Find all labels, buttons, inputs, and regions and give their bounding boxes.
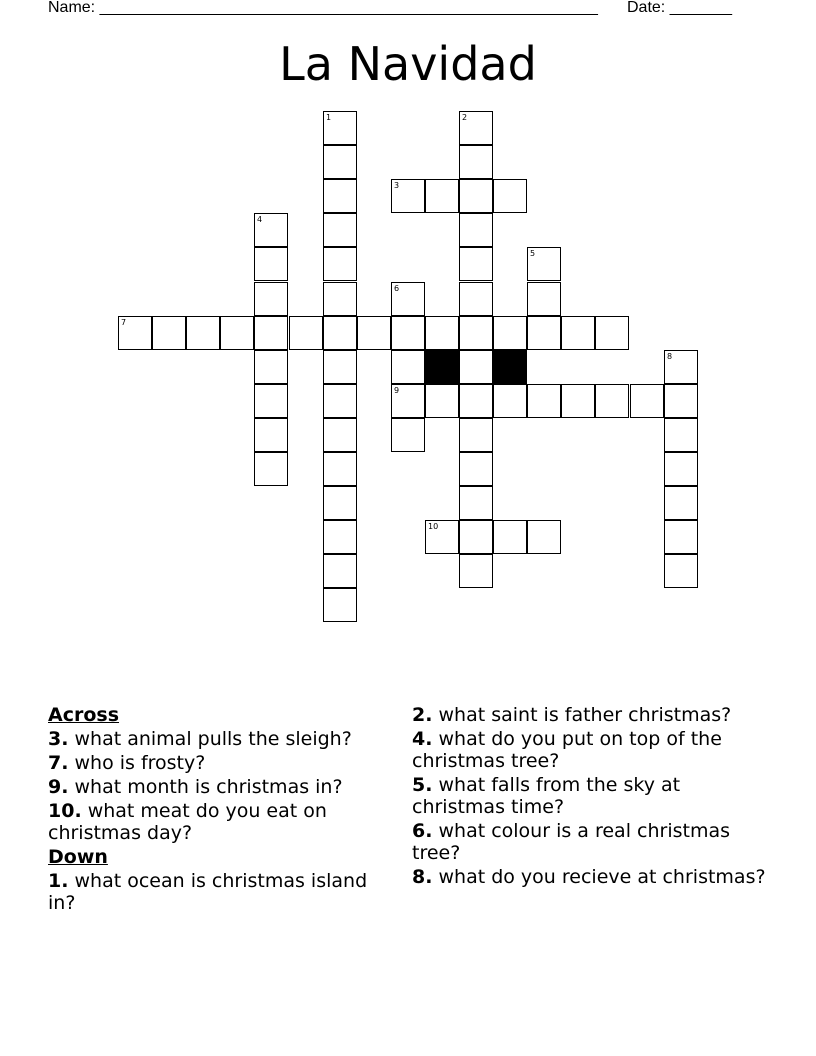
clue-number: 6 [394, 284, 400, 293]
grid-cell[interactable] [664, 554, 698, 588]
clue-down-4: 4. what do you put on top of the christmas tree? [412, 728, 722, 772]
grid-cell[interactable] [459, 213, 493, 247]
clue-number: 9 [394, 386, 400, 395]
clue-down-1: 1. what ocean is christmas island in? [48, 870, 368, 914]
grid-cell[interactable] [323, 554, 357, 588]
clues-left-column [48, 704, 398, 916]
grid-cell[interactable] [289, 316, 323, 350]
grid-cell[interactable] [186, 316, 220, 350]
grid-cell[interactable] [459, 316, 493, 350]
grid-cell[interactable] [561, 384, 595, 418]
clues-right-column [412, 704, 772, 890]
grid-cell[interactable] [323, 350, 357, 384]
clue-across-7: 7. who is frosty? [48, 752, 206, 774]
grid-cell[interactable] [323, 486, 357, 520]
grid-cell[interactable] [357, 316, 391, 350]
grid-cell[interactable] [527, 316, 561, 350]
grid-cell[interactable] [323, 384, 357, 418]
grid-cell[interactable] [323, 179, 357, 213]
grid-cell[interactable] [118, 316, 152, 350]
grid-cell[interactable] [630, 384, 664, 418]
grid-cell[interactable] [561, 316, 595, 350]
date-field-label: Date: _______ [627, 0, 732, 16]
grid-cell[interactable] [391, 316, 425, 350]
grid-cell[interactable] [527, 520, 561, 554]
grid-cell[interactable] [459, 350, 493, 384]
clue-down-8: 8. what do you recieve at christmas? [412, 866, 766, 888]
grid-cell[interactable] [459, 520, 493, 554]
grid-cell[interactable] [152, 316, 186, 350]
grid-cell[interactable] [459, 452, 493, 486]
grid-cell[interactable] [459, 384, 493, 418]
grid-cell[interactable] [323, 213, 357, 247]
grid-cell[interactable] [391, 282, 425, 316]
grid-cell[interactable] [664, 350, 698, 384]
clue-number: 1 [326, 113, 332, 122]
grid-cell[interactable] [664, 384, 698, 418]
grid-cell[interactable] [323, 111, 357, 145]
grid-cell[interactable] [425, 316, 459, 350]
grid-cell[interactable] [493, 384, 527, 418]
grid-cell[interactable] [493, 179, 527, 213]
clue-number: 5 [530, 249, 536, 258]
grid-cell[interactable] [459, 145, 493, 179]
grid-cell[interactable] [254, 350, 288, 384]
grid-cell[interactable] [527, 384, 561, 418]
grid-cell[interactable] [664, 486, 698, 520]
grid-cell[interactable] [459, 486, 493, 520]
grid-cell[interactable] [459, 179, 493, 213]
clue-number: 10 [428, 522, 439, 531]
grid-cell[interactable] [254, 418, 288, 452]
grid-cell[interactable] [459, 282, 493, 316]
grid-cell[interactable] [664, 452, 698, 486]
grid-cell[interactable] [254, 452, 288, 486]
grid-cell[interactable] [391, 179, 425, 213]
grid-cell[interactable] [254, 213, 288, 247]
clue-number: 4 [257, 215, 263, 224]
clue-across-9: 9. what month is christmas in? [48, 776, 343, 798]
grid-cell[interactable] [391, 384, 425, 418]
clue-across-10: 10. what meat do you eat on christmas day? [48, 800, 327, 844]
clue-number: 3 [394, 181, 400, 190]
grid-cell[interactable] [391, 418, 425, 452]
grid-cell[interactable] [323, 520, 357, 554]
grid-cell[interactable] [323, 588, 357, 622]
grid-cell[interactable] [459, 111, 493, 145]
across-heading: Across [48, 704, 120, 726]
grid-cell[interactable] [459, 554, 493, 588]
grid-cell[interactable] [664, 418, 698, 452]
grid-cell[interactable] [323, 145, 357, 179]
grid-cell[interactable] [323, 316, 357, 350]
down-heading: Down [48, 846, 108, 868]
grid-cell[interactable] [664, 520, 698, 554]
grid-cell[interactable] [425, 179, 459, 213]
grid-cell[interactable] [493, 520, 527, 554]
clue-number: 2 [462, 113, 468, 122]
grid-cell[interactable] [391, 350, 425, 384]
name-field-label: Name: ________________________________________________________ [48, 0, 598, 16]
grid-cell[interactable] [323, 452, 357, 486]
page-title: La Navidad [279, 37, 537, 91]
grid-cell[interactable] [425, 384, 459, 418]
black-square [425, 350, 459, 384]
grid-cell[interactable] [323, 282, 357, 316]
grid-cell[interactable] [323, 418, 357, 452]
grid-cell[interactable] [595, 384, 629, 418]
grid-cell[interactable] [595, 316, 629, 350]
grid-cell[interactable] [459, 418, 493, 452]
grid-cell[interactable] [254, 282, 288, 316]
grid-cell[interactable] [323, 247, 357, 281]
clue-number: 7 [121, 318, 127, 327]
grid-cell[interactable] [459, 247, 493, 281]
grid-cell[interactable] [425, 520, 459, 554]
grid-cell[interactable] [493, 316, 527, 350]
clue-down-6: 6. what colour is a real christmas tree? [412, 820, 730, 864]
clue-across-3: 3. what animal pulls the sleigh? [48, 728, 352, 750]
clue-down-2: 2. what saint is father christmas? [412, 704, 732, 726]
grid-cell[interactable] [254, 384, 288, 418]
grid-cell[interactable] [220, 316, 254, 350]
black-square [493, 350, 527, 384]
grid-cell[interactable] [254, 316, 288, 350]
grid-cell[interactable] [527, 247, 561, 281]
grid-cell[interactable] [527, 282, 561, 316]
clue-down-5: 5. what falls from the sky at christmas time? [412, 774, 681, 818]
grid-cell[interactable] [254, 247, 288, 281]
clue-number: 8 [667, 352, 673, 361]
